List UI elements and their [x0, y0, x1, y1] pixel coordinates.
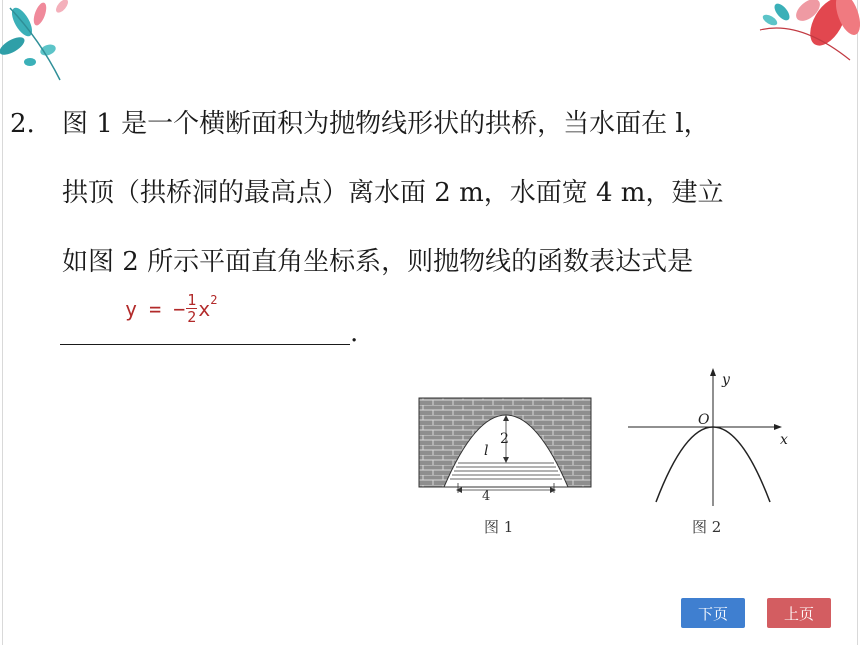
origin-label: O — [698, 412, 710, 428]
figure-2-coordinate-graph — [626, 366, 796, 511]
answer-blank-line — [60, 344, 350, 345]
next-page-button[interactable]: 下页 — [681, 598, 745, 628]
answer-expression — [125, 292, 218, 325]
x-axis-label: x — [780, 432, 788, 448]
answer-prefix: y = − — [125, 296, 186, 321]
question-number: 2. — [10, 109, 35, 139]
question-text-line-3: 如图 2 所示平面直角坐标系，则抛物线的函数表达式是 — [62, 247, 694, 277]
fraction-numerator: 1 — [187, 291, 197, 309]
decorative-flowers-icon — [730, 0, 860, 70]
figure-1-arch-bridge — [418, 395, 594, 495]
water-level-label: l — [484, 443, 489, 459]
answer-variable: x — [198, 296, 211, 321]
height-label: 2 — [500, 431, 509, 447]
previous-page-button[interactable]: 上页 — [767, 598, 831, 628]
decorative-leaves-icon — [0, 0, 90, 95]
slide-border-right — [857, 0, 858, 645]
slide-border-left — [2, 0, 3, 645]
fraction-denominator: 2 — [187, 308, 197, 326]
question-text-line-2: 拱顶（拱桥洞的最高点）离水面 2 m，水面宽 4 m，建立 — [62, 178, 724, 208]
figure-1-caption: 图 1 — [484, 518, 514, 536]
answer-exponent: 2 — [210, 292, 218, 307]
answer-fraction — [186, 292, 197, 325]
y-axis-label: y — [722, 372, 730, 388]
width-label: 4 — [482, 489, 491, 504]
question-period: . — [350, 318, 359, 348]
figure-2-caption: 图 2 — [692, 518, 722, 536]
question-text-line-1: 图 1 是一个横断面积为抛物线形状的拱桥，当水面在 l， — [62, 109, 710, 139]
